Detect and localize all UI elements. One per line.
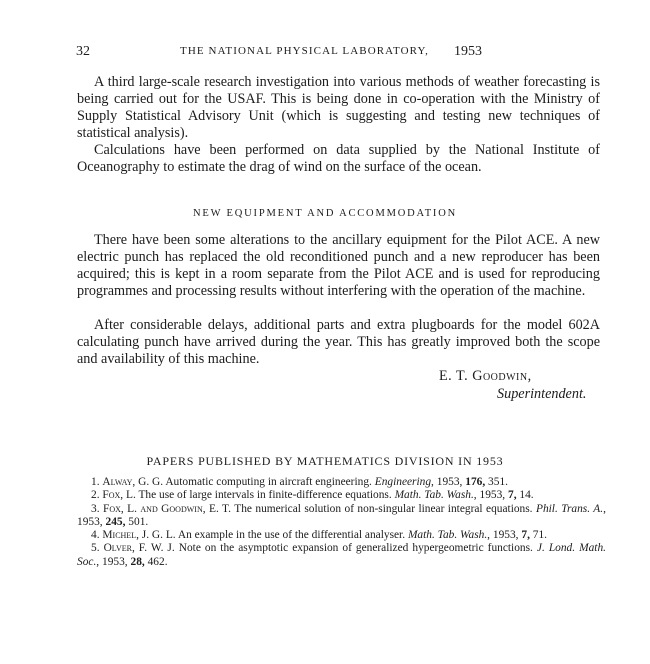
page-header bbox=[76, 44, 601, 64]
reference-title: Automatic computing in aircraft engineering. bbox=[165, 476, 372, 488]
reference-item: 2. Fox, L. The use of large intervals in finite-difference equations. Math. Tab. Wash., 1953, 7, 14. bbox=[91, 489, 534, 502]
reference-item: 1. Alway, G. G. Automatic computing in aircraft engineering. Engineering, 1953, 176, 351. bbox=[91, 476, 508, 488]
reference-journal: Math. Tab. Wash. bbox=[394, 489, 474, 502]
reference-author: Alway, G. G. bbox=[102, 476, 164, 488]
running-head: THE NATIONAL PHYSICAL LABORATORY, bbox=[180, 45, 429, 57]
reference-journal: J. Lond. Math. Soc. bbox=[77, 542, 606, 568]
reference-item: 5. Olver, F. W. J. Note on the asymptotic expansion of generalized hypergeometric functions. J. Lond. Math. Soc., 1953, 28, 462. bbox=[77, 542, 606, 568]
reference-volume: 176, bbox=[465, 476, 486, 488]
page-number: 32 bbox=[76, 44, 90, 59]
reference-author: Fox, L. and Goodwin, E. T. bbox=[102, 502, 231, 515]
reference-volume: 7, bbox=[521, 529, 530, 542]
paragraph-oceanography: Calculations have been performed on data supplied by the National Institute of Oceanography to estimate the drag of wind on the surface of the ocean. bbox=[77, 142, 600, 175]
reference-volume: 245, bbox=[105, 515, 126, 528]
signature-title: Superintendent. bbox=[497, 386, 587, 402]
reference-volume: 28, bbox=[130, 555, 145, 568]
reference-author: Michel, J. G. L. bbox=[102, 529, 176, 542]
reference-item: 3. Fox, L. and Goodwin, E. T. The numerical solution of non-singular linear integral equations. Phil. Trans. A., 1953, 245, 501. bbox=[77, 502, 606, 528]
reference-title: Note on the asymptotic expansion of generalized hypergeometric functions. bbox=[178, 542, 533, 555]
reference-title: The numerical solution of non-singular linear integral equations. bbox=[234, 502, 533, 515]
paragraph-calculating-punch: After considerable delays, additional parts and extra plugboards for the model 602A calculating punch have arrived during the year. This has greatly improved both the scope and availability of this machine. bbox=[77, 317, 600, 367]
running-head-year: 1953 bbox=[454, 44, 482, 59]
section-heading: NEW EQUIPMENT AND ACCOMMODATION bbox=[193, 208, 457, 219]
reference-journal: Math. Tab. Wash. bbox=[407, 529, 488, 542]
reference-list bbox=[77, 476, 606, 569]
reference-author: Fox, L. bbox=[102, 489, 136, 502]
papers-heading: PAPERS PUBLISHED BY MATHEMATICS DIVISION IN 1953 bbox=[146, 454, 504, 468]
paragraph-equipment: There have been some alterations to the ancillary equipment for the Pilot ACE. A new electric punch has replaced the old reconditioned punch and a new reproducer has been acquired; this is kept in a room separate from the Pilot ACE and is used for reproducing programmes and processing results without interfering with the operation of the machine. bbox=[77, 232, 600, 299]
reference-title: The use of large intervals in finite-difference equations. bbox=[138, 489, 392, 502]
signature-name: E. T. Goodwin, bbox=[439, 368, 532, 384]
paragraph-weather-forecasting: A third large-scale research investigation into various methods of weather forecasting is being carried out for the USAF. This is being done in co-operation with the Ministry of Supply Statistical Advisory Unit (which is suggesting and testing new techniques of statistical analysis). bbox=[77, 74, 600, 141]
reference-title: An example in the use of the differential analyser. bbox=[177, 529, 406, 542]
reference-volume: 7, bbox=[508, 489, 517, 502]
reference-item: 4. Michel, J. G. L. An example in the use of the differential analyser. Math. Tab. Wash., 1953, 7, 71. bbox=[91, 529, 548, 542]
reference-journal: Phil. Trans. A. bbox=[535, 502, 604, 515]
reference-journal: Engineering bbox=[374, 476, 432, 488]
reference-author: Olver, F. W. J. bbox=[103, 542, 175, 555]
